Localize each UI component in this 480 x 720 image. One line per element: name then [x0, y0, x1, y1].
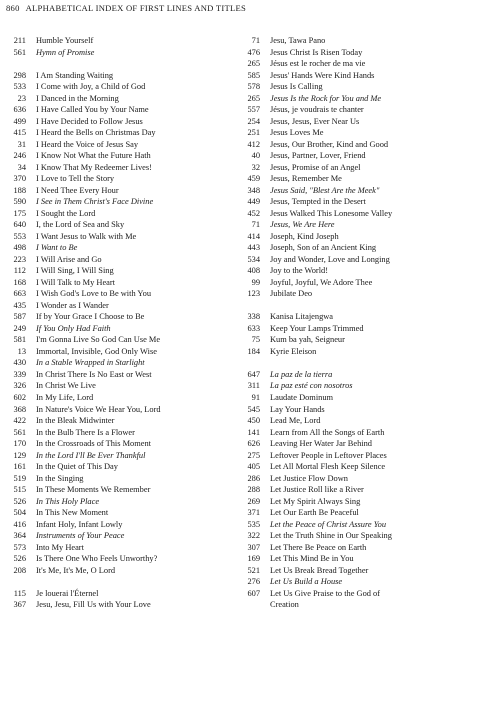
- hymn-title: Jesus Is Calling: [270, 82, 323, 92]
- hymn-number: 112: [13, 266, 26, 276]
- hymn-title: Jubilate Deo: [270, 289, 313, 299]
- hymn-title: Let the Peace of Christ Assure You: [270, 519, 387, 529]
- hymn-title: Leftover People in Leftover Places: [270, 450, 387, 460]
- index-entry: [4, 542, 224, 554]
- index-entry: [238, 404, 478, 416]
- hymn-number: 184: [247, 346, 260, 356]
- hymn-title: Let This Mind Be in You: [270, 554, 354, 564]
- hymn-title: Let My Spirit Always Sing: [270, 496, 361, 506]
- hymn-title: In the Quiet of This Day: [36, 462, 118, 472]
- hymn-title: In These Moments We Remember: [36, 485, 151, 495]
- index-entry: [4, 427, 224, 439]
- index-entry: [238, 415, 478, 427]
- index-entry: [4, 93, 224, 105]
- hymn-number: 587: [13, 312, 26, 322]
- hymn-number: 640: [13, 220, 26, 230]
- hymn-title: Jesus Walked This Lonesome Valley: [270, 208, 393, 218]
- hymn-number: 254: [247, 116, 260, 126]
- index-entry: [4, 450, 224, 462]
- index-entry: [238, 496, 478, 508]
- hymn-number: 499: [13, 116, 26, 126]
- hymn-title: Jesus, We Are Here: [270, 220, 335, 230]
- hymn-title: In the Singing: [36, 473, 84, 483]
- hymn-title: Laudate Dominum: [270, 392, 334, 402]
- hymn-number: 265: [247, 59, 260, 69]
- hymn-title: Jesus Loves Me: [270, 128, 324, 138]
- hymn-title: Jesus Is the Rock for You and Me: [270, 93, 382, 103]
- hymn-title: Instruments of Your Peace: [36, 531, 125, 541]
- hymn-number: 515: [13, 485, 26, 495]
- hymn-number: 452: [247, 208, 260, 218]
- hymn-number: 443: [247, 243, 260, 253]
- hymn-title: Jesu, Tawa Pano: [270, 36, 326, 45]
- hymn-title: I Want to Be: [36, 243, 78, 253]
- hymn-number: 311: [247, 381, 260, 391]
- hymn-title: I Have Called You by Your Name: [36, 105, 149, 115]
- hymn-title: Let the Truth Shine in Our Speaking: [270, 531, 392, 541]
- index-entry: [238, 380, 478, 392]
- index-entry: [4, 300, 224, 312]
- hymn-title: I Will Talk to My Heart: [36, 277, 116, 287]
- index-entry: [238, 185, 478, 197]
- index-entry: [4, 127, 224, 139]
- hymn-number: 526: [13, 554, 26, 564]
- right-index-column: [238, 35, 478, 611]
- hymn-number: 561: [13, 427, 26, 437]
- hymn-number: 607: [247, 588, 260, 598]
- hymn-number: 519: [13, 473, 26, 483]
- hymn-title: Joy and Wonder, Love and Longing: [270, 254, 390, 264]
- index-entry: [4, 219, 224, 231]
- hymn-number: 545: [247, 404, 260, 414]
- hymn-title: In the Bleak Midwinter: [36, 416, 115, 426]
- index-entry: [4, 196, 224, 208]
- hymn-number: 435: [13, 300, 26, 310]
- hymn-title: Jesus Christ Is Risen Today: [270, 47, 363, 57]
- index-entry: [4, 35, 224, 47]
- hymn-title: I Heard the Bells on Christmas Day: [36, 128, 156, 138]
- page-header: [6, 3, 466, 13]
- hymn-number: 288: [247, 485, 260, 495]
- hymn-number: 99: [251, 277, 260, 287]
- hymn-number: 430: [13, 358, 26, 368]
- index-entry: [238, 242, 478, 254]
- index-entry: [4, 415, 224, 427]
- section-spacer: [238, 357, 478, 369]
- hymn-number: 211: [13, 36, 26, 45]
- hymn-number: 298: [13, 70, 26, 80]
- hymn-number: 265: [247, 93, 260, 103]
- hymn-number: 476: [247, 47, 260, 57]
- hymn-number: 415: [13, 128, 26, 138]
- index-entry: [238, 346, 478, 358]
- hymn-number: 322: [247, 531, 260, 541]
- hymn-number: 663: [13, 289, 26, 299]
- hymn-number: 647: [247, 369, 260, 379]
- hymn-title: Let Justice Roll like a River: [270, 485, 364, 495]
- hymn-number: 40: [251, 151, 260, 161]
- hymn-title: Kyrie Eleison: [270, 346, 317, 356]
- hymn-title: Jesus Said, "Blest Are the Meek": [270, 185, 380, 195]
- hymn-title: Into My Heart: [36, 542, 84, 552]
- hymn-title: In the Lord I'll Be Ever Thankful: [36, 450, 146, 460]
- hymn-title: I Know Not What the Future Hath: [36, 151, 151, 161]
- index-entry: [4, 47, 224, 59]
- hymn-title: Is There One Who Feels Unworthy?: [36, 554, 158, 564]
- index-entry: [238, 116, 478, 128]
- hymn-title: Jesus, Tempted in the Desert: [270, 197, 366, 207]
- index-entry: [238, 162, 478, 174]
- hymn-number: 175: [13, 208, 26, 218]
- index-entry: [238, 392, 478, 404]
- hymn-number: 246: [13, 151, 26, 161]
- hymn-number: 188: [13, 185, 26, 195]
- index-entry: [238, 311, 478, 323]
- hymn-title: In the Bulb There Is a Flower: [36, 427, 135, 437]
- hymn-number: 633: [247, 323, 260, 333]
- index-entry: [238, 553, 478, 565]
- hymn-title: In Christ There Is No East or West: [36, 369, 152, 379]
- index-entry: [4, 231, 224, 243]
- hymn-number: 338: [247, 312, 260, 322]
- index-entry: [4, 530, 224, 542]
- hymn-title: I Am Standing Waiting: [36, 70, 114, 80]
- index-entry: [238, 173, 478, 185]
- index-entry: [238, 484, 478, 496]
- hymn-number: 168: [13, 277, 26, 287]
- index-entry: [238, 323, 478, 335]
- hymn-number: 422: [13, 416, 26, 426]
- hymn-number: 307: [247, 542, 260, 552]
- hymn-title: Infant Holy, Infant Lowly: [36, 519, 123, 529]
- index-entry: [4, 380, 224, 392]
- index-entry: [238, 334, 478, 346]
- index-entry: [238, 231, 478, 243]
- hymn-title: I Heard the Voice of Jesus Say: [36, 139, 139, 149]
- hymn-title: In My Life, Lord: [36, 392, 94, 402]
- hymn-number: 534: [247, 254, 260, 264]
- index-entry: [238, 150, 478, 162]
- hymn-title: I Have Decided to Follow Jesus: [36, 116, 143, 126]
- hymn-title: Let There Be Peace on Earth: [270, 542, 367, 552]
- index-entry: [4, 507, 224, 519]
- hymn-number: 578: [247, 82, 260, 92]
- index-entry: [4, 588, 224, 600]
- hymn-number: 626: [247, 439, 260, 449]
- hymn-title: Leaving Her Water Jar Behind: [270, 439, 372, 449]
- index-entry: [238, 127, 478, 139]
- index-entry: [4, 438, 224, 450]
- hymn-title: It's Me, It's Me, O Lord: [36, 565, 116, 575]
- hymn-number: 32: [251, 162, 260, 172]
- index-entry: [238, 70, 478, 82]
- hymn-title: Joyful, Joyful, We Adore Thee: [270, 277, 373, 287]
- index-entry: [238, 461, 478, 473]
- index-entry: [4, 461, 224, 473]
- index-entry: [4, 323, 224, 335]
- hymn-title: Lead Me, Lord: [270, 416, 321, 426]
- index-entry: [238, 369, 478, 381]
- hymn-number: 208: [13, 565, 26, 575]
- index-entry: [4, 208, 224, 220]
- hymn-title: La paz esté con nosotros: [270, 381, 353, 391]
- hymn-number: 286: [247, 473, 260, 483]
- hymn-number: 535: [247, 519, 260, 529]
- hymn-number: 161: [13, 462, 26, 472]
- hymn-number: 275: [247, 450, 260, 460]
- hymn-number: 269: [247, 496, 260, 506]
- hymn-number: 498: [13, 243, 26, 253]
- hymn-title: Jesus, Promise of an Angel: [270, 162, 361, 172]
- hymn-title: Let Us Build a House: [270, 577, 343, 587]
- hymn-number: 573: [13, 542, 26, 552]
- hymn-title: Kanisa Litajengwa: [270, 312, 334, 322]
- hymn-number: 251: [247, 128, 260, 138]
- hymn-number: 449: [247, 197, 260, 207]
- hymn-number: 585: [247, 70, 260, 80]
- hymn-title: Jesus, Jesus, Ever Near Us: [270, 116, 360, 126]
- left-index-column: [4, 35, 224, 611]
- hymn-title: In Christ We Live: [36, 381, 96, 391]
- hymn-title: Jesus' Hands Were Kind Hands: [270, 70, 375, 80]
- hymn-title: Keep Your Lamps Trimmed: [270, 323, 364, 333]
- index-entry: [4, 599, 224, 611]
- index-entry: [238, 93, 478, 105]
- index-entry: [4, 116, 224, 128]
- hymn-title: Kum ba yah, Seigneur: [270, 335, 345, 345]
- hymn-number: 23: [17, 93, 26, 103]
- section-spacer: [4, 576, 224, 588]
- index-entry: [4, 334, 224, 346]
- index-entry: [4, 70, 224, 82]
- index-entry: [4, 173, 224, 185]
- hymn-number: 412: [247, 139, 260, 149]
- hymn-title: Creation: [270, 600, 299, 610]
- hymn-number: 71: [251, 36, 260, 45]
- index-entry: [4, 519, 224, 531]
- hymn-number: 339: [13, 369, 26, 379]
- hymn-title: In the Crossroads of This Moment: [36, 439, 151, 449]
- index-entry: [238, 576, 478, 588]
- index-entry: [238, 35, 478, 47]
- hymn-title: I'm Gonna Live So God Can Use Me: [36, 335, 161, 345]
- hymn-title: I Danced in the Morning: [36, 93, 119, 103]
- hymn-title: Jésus, je voudrais te chanter: [270, 105, 364, 115]
- index-entry: [4, 288, 224, 300]
- index-entry: [4, 81, 224, 93]
- index-entry: [4, 496, 224, 508]
- index-entry: [238, 196, 478, 208]
- hymn-number: 370: [13, 174, 26, 184]
- index-entry: [4, 104, 224, 116]
- hymn-title: Joseph, Kind Joseph: [270, 231, 339, 241]
- hymn-number: 326: [13, 381, 26, 391]
- hymn-number: 557: [247, 105, 260, 115]
- index-entry-continuation: [238, 599, 478, 611]
- hymn-title: I Need Thee Every Hour: [36, 185, 119, 195]
- hymn-number: 71: [251, 220, 260, 230]
- hymn-number: 450: [247, 416, 260, 426]
- index-entry: [238, 507, 478, 519]
- hymn-number: 590: [13, 197, 26, 207]
- hymn-title: In This Holy Place: [36, 496, 100, 506]
- hymn-number: 276: [247, 577, 260, 587]
- index-entry: [238, 519, 478, 531]
- hymn-number: 141: [247, 427, 260, 437]
- hymn-title: Jesus, Our Brother, Kind and Good: [270, 139, 389, 149]
- hymn-number: 602: [13, 392, 26, 402]
- index-entry: [238, 139, 478, 151]
- hymn-title: Jésus est le rocher de ma vie: [270, 59, 366, 69]
- page-title: ALPHABETICAL INDEX OF FIRST LINES AND TITLES: [25, 3, 247, 13]
- hymn-title: Let Justice Flow Down: [270, 473, 348, 483]
- index-entry: [238, 565, 478, 577]
- hymn-number: 75: [251, 335, 260, 345]
- index-entry: [238, 438, 478, 450]
- hymn-title: If by Your Grace I Choose to Be: [36, 312, 145, 322]
- hymn-number: 223: [13, 254, 26, 264]
- hymn-number: 169: [247, 554, 260, 564]
- index-entry: [238, 254, 478, 266]
- hymn-number: 129: [13, 450, 26, 460]
- hymn-title: Je louerai l'Éternel: [36, 588, 99, 598]
- index-entry: [238, 208, 478, 220]
- index-entry: [238, 530, 478, 542]
- index-entry: [4, 185, 224, 197]
- hymn-number: 408: [247, 266, 260, 276]
- index-entry: [4, 553, 224, 565]
- hymn-number: 504: [13, 508, 26, 518]
- hymn-title: Let Us Give Praise to the God of: [270, 588, 381, 598]
- index-entry: [238, 47, 478, 59]
- hymn-title: I Will Arise and Go: [36, 254, 102, 264]
- hymn-title: Immortal, Invisible, God Only Wise: [36, 346, 157, 356]
- index-entry: [4, 369, 224, 381]
- hymn-number: 115: [13, 588, 26, 598]
- hymn-title: I Wonder as I Wander: [36, 300, 109, 310]
- hymn-number: 553: [13, 231, 26, 241]
- hymn-number: 34: [17, 162, 26, 172]
- hymn-number: 367: [13, 600, 26, 610]
- hymn-number: 13: [17, 346, 26, 356]
- hymn-title: I Want Jesus to Walk with Me: [36, 231, 137, 241]
- section-spacer: [238, 300, 478, 312]
- hymn-number: 581: [13, 335, 26, 345]
- hymn-number: 371: [247, 508, 260, 518]
- hymn-title: Jesu, Jesu, Fill Us with Your Love: [36, 600, 151, 610]
- index-entry: [238, 288, 478, 300]
- index-entry: [4, 565, 224, 577]
- hymn-title: Lay Your Hands: [270, 404, 325, 414]
- hymn-title: I Wish God's Love to Be with You: [36, 289, 152, 299]
- index-entry: [238, 219, 478, 231]
- index-entry: [238, 473, 478, 485]
- hymn-number: 521: [247, 565, 260, 575]
- index-entry: [4, 484, 224, 496]
- hymn-title: I Love to Tell the Story: [36, 174, 115, 184]
- hymn-title: Learn from All the Songs of Earth: [270, 427, 385, 437]
- index-entry: [4, 404, 224, 416]
- hymn-title: I See in Them Christ's Face Divine: [36, 197, 154, 207]
- hymn-title: Joy to the World!: [270, 266, 329, 276]
- hymn-title: I, the Lord of Sea and Sky: [36, 220, 125, 230]
- section-spacer: [4, 58, 224, 70]
- index-entry: [4, 150, 224, 162]
- index-entry: [4, 392, 224, 404]
- hymn-title: Jesus, Partner, Lover, Friend: [270, 151, 366, 161]
- hymn-number: 368: [13, 404, 26, 414]
- index-entry: [238, 542, 478, 554]
- hymn-number: 170: [13, 439, 26, 449]
- hymn-title: Let Our Earth Be Peaceful: [270, 508, 359, 518]
- index-entry: [238, 588, 478, 600]
- hymn-title: In This New Moment: [36, 508, 109, 518]
- hymn-number: 561: [13, 47, 26, 57]
- hymn-number: 249: [13, 323, 26, 333]
- page-number: 860: [6, 3, 20, 13]
- hymn-number: 348: [247, 185, 260, 195]
- hymn-title: In a Stable Wrapped in Starlight: [36, 358, 145, 368]
- hymn-number: 414: [247, 231, 260, 241]
- hymn-number: 526: [13, 496, 26, 506]
- hymn-title: Humble Yourself: [36, 36, 94, 45]
- hymn-title: Let All Mortal Flesh Keep Silence: [270, 462, 386, 472]
- hymn-title: I Come with Joy, a Child of God: [36, 82, 146, 92]
- hymn-number: 364: [13, 531, 26, 541]
- hymn-number: 31: [17, 139, 26, 149]
- index-entry: [238, 450, 478, 462]
- index-entry: [4, 265, 224, 277]
- index-entry: [4, 277, 224, 289]
- hymn-number: 459: [247, 174, 260, 184]
- index-entry: [4, 311, 224, 323]
- hymn-title: Jesus, Remember Me: [270, 174, 342, 184]
- index-entry: [4, 139, 224, 151]
- hymn-number: 636: [13, 105, 26, 115]
- hymn-number: 533: [13, 82, 26, 92]
- index-entry: [4, 357, 224, 369]
- index-entry: [238, 58, 478, 70]
- index-entry: [238, 81, 478, 93]
- index-entry: [4, 254, 224, 266]
- index-entry: [4, 346, 224, 358]
- hymn-title: In Nature's Voice We Hear You, Lord: [36, 404, 161, 414]
- hymn-title: If You Only Had Faith: [36, 323, 111, 333]
- hymn-title: Hymn of Promise: [36, 47, 95, 57]
- index-entry: [4, 162, 224, 174]
- hymn-title: I Know That My Redeemer Lives!: [36, 162, 152, 172]
- index-entry: [4, 473, 224, 485]
- hymn-title: I Will Sing, I Will Sing: [36, 266, 114, 276]
- hymn-title: I Sought the Lord: [36, 208, 96, 218]
- index-entry: [238, 427, 478, 439]
- index-entry: [4, 242, 224, 254]
- hymn-number: 416: [13, 519, 26, 529]
- index-entry: [238, 265, 478, 277]
- hymn-title: Let Us Break Bread Together: [270, 565, 369, 575]
- index-entry: [238, 277, 478, 289]
- index-entry: [238, 104, 478, 116]
- hymn-number: 405: [247, 462, 260, 472]
- hymn-title: Joseph, Son of an Ancient King: [270, 243, 377, 253]
- hymn-number: 123: [247, 289, 260, 299]
- hymn-title: La paz de la tierra: [270, 369, 333, 379]
- hymn-number: 91: [251, 392, 260, 402]
